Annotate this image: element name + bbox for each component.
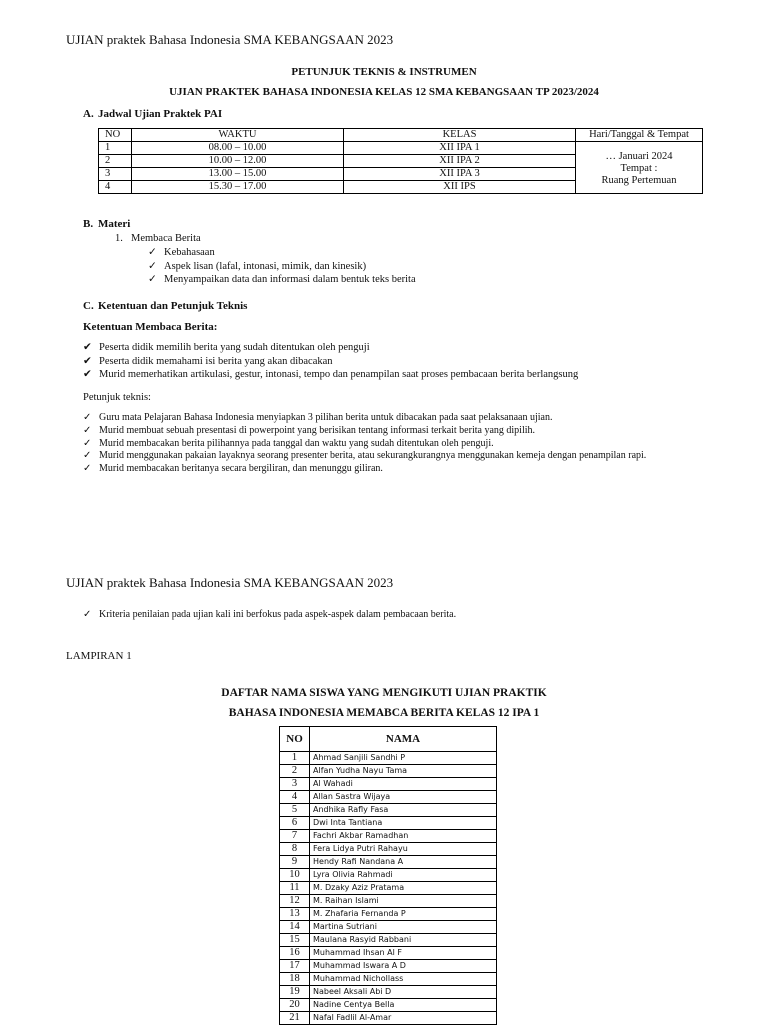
document-subtitle: UJIAN PRAKTEK BAHASA INDONESIA KELAS 12 SMA KEBANGSAAN TP 2023/2024 [169, 86, 599, 98]
schedule-place: Ruang Pertemuan [601, 174, 677, 186]
student-no: 8 [280, 843, 310, 856]
table-row [280, 934, 497, 947]
student-name: Muhammad Nichollass [310, 973, 497, 986]
student-name: Ahmad Sanjili Sandhi P [310, 752, 497, 765]
materi-item [115, 232, 201, 245]
schedule-kelas: XII IPA 2 [344, 155, 576, 168]
schedule-table [98, 128, 703, 194]
student-no: 3 [280, 778, 310, 791]
table-row [280, 895, 497, 908]
section-a-letter: A. [83, 108, 94, 120]
student-no: 12 [280, 895, 310, 908]
table-row [280, 986, 497, 999]
tick-icon: ✓ [148, 274, 157, 285]
student-no: 16 [280, 947, 310, 960]
schedule-header-hari: Hari/Tanggal & Tempat [576, 129, 703, 142]
section-c-letter: C. [83, 300, 94, 312]
schedule-header-row [99, 129, 703, 142]
list-item: ✓ Aspek lisan (lafal, intonasi, mimik, dan kinesik) [148, 260, 367, 272]
student-no: 11 [280, 882, 310, 895]
tick-icon: ✓ [148, 260, 157, 272]
table-row [280, 1012, 497, 1025]
materi-item-number: 1. [115, 233, 123, 244]
student-name: Muhammad Ihsan Al F [310, 947, 497, 960]
schedule-header-no: NO [99, 129, 132, 142]
schedule-waktu: 10.00 – 12.00 [132, 155, 344, 168]
petunjuk-list [83, 412, 646, 476]
section-c-heading [83, 300, 247, 312]
table-row [280, 869, 497, 882]
schedule-kelas: XII IPS [344, 181, 576, 194]
list-title: DAFTAR NAMA SISWA YANG MENGIKUTI UJIAN PRAKTIK [221, 687, 547, 699]
names-header-nama: NAMA [310, 727, 497, 752]
table-row [280, 830, 497, 843]
student-name: Muhammad Iswara A D [310, 960, 497, 973]
table-row [280, 843, 497, 856]
list-item: ✓ Kebahasaan [148, 247, 215, 258]
student-no: 15 [280, 934, 310, 947]
table-row [280, 856, 497, 869]
table-row [280, 882, 497, 895]
student-no: 5 [280, 804, 310, 817]
names-header-row [280, 727, 497, 752]
student-no: 18 [280, 973, 310, 986]
schedule-no: 2 [99, 155, 132, 168]
student-no: 6 [280, 817, 310, 830]
schedule-date-place [576, 142, 703, 194]
section-b-title: Materi [98, 218, 131, 230]
table-row [280, 791, 497, 804]
list-item: ✓ Guru mata Pelajaran Bahasa Indonesia menyiapkan 3 pilihan berita untuk dibacakan pada saat pelaksanaan ujian. [83, 412, 553, 423]
list-item: ✓ Murid membacakan beritanya secara bergiliran, dan menunggu giliran. [83, 463, 383, 475]
page2-header: UJIAN praktek Bahasa Indonesia SMA KEBANGSAAN 2023 [66, 575, 394, 590]
ketentuan-list [83, 341, 578, 382]
list-subtitle: BAHASA INDONESIA MEMABCA BERITA KELAS 12 IPA 1 [228, 707, 540, 719]
list-item: ✓ Murid membacakan berita pilihannya pada tanggal dan waktu yang sudah ditentukan oleh penguji. [83, 437, 494, 449]
student-name: Dwi Inta Tantiana [310, 817, 497, 830]
student-name: Fera Lidya Putri Rahayu [310, 843, 497, 856]
schedule-row [99, 142, 703, 155]
table-row [280, 752, 497, 765]
check-icon: ✔ [83, 369, 92, 380]
tick-icon: ✓ [148, 247, 157, 258]
student-name: Allan Sastra Wijaya [310, 791, 497, 804]
section-c-title: Ketentuan dan Petunjuk Teknis [98, 300, 248, 312]
list-item: ✔ Peserta didik memahami isi berita yang akan dibacakan [83, 355, 333, 367]
schedule-waktu: 08.00 – 10.00 [132, 142, 344, 155]
schedule-no: 3 [99, 168, 132, 181]
table-row [280, 817, 497, 830]
student-no: 17 [280, 960, 310, 973]
schedule-date: … Januari 2024 [605, 150, 673, 162]
student-name: Al Wahadi [310, 778, 497, 791]
table-row [280, 908, 497, 921]
list-item: ✓ Kriteria penilaian pada ujian kali ini berfokus pada aspek-aspek dalam pembacaan berita. [83, 609, 457, 620]
student-no: 19 [280, 986, 310, 999]
tick-icon: ✓ [83, 412, 92, 423]
names-header-no: NO [280, 727, 310, 752]
schedule-waktu: 13.00 – 15.00 [132, 168, 344, 181]
schedule-no: 1 [99, 142, 132, 155]
tick-icon: ✓ [83, 609, 92, 620]
tick-icon: ✓ [83, 437, 92, 449]
section-a-title: Jadwal Ujian Praktek PAI [98, 108, 223, 120]
student-no: 14 [280, 921, 310, 934]
kriteria-list [83, 609, 456, 622]
student-name: M. Zhafaria Fernanda P [310, 908, 497, 921]
tick-icon: ✓ [83, 463, 92, 475]
petunjuk-title: Petunjuk teknis: [83, 392, 151, 403]
page-header: UJIAN praktek Bahasa Indonesia SMA KEBANGSAAN 2023 [66, 32, 394, 47]
materi-subitems [148, 246, 416, 287]
table-row [280, 765, 497, 778]
tick-icon: ✓ [83, 424, 92, 436]
student-name: Alfan Yudha Nayu Tama [310, 765, 497, 778]
list-item: ✓ Menyampaikan data dan informasi dalam bentuk teks berita [148, 274, 416, 285]
lampiran-label: LAMPIRAN 1 [66, 650, 132, 662]
list-item: ✔ Murid memerhatikan artikulasi, gestur, intonasi, tempo dan penampilan saat proses pembacaan berita berlangsung [83, 369, 579, 380]
student-no: 7 [280, 830, 310, 843]
student-name: Martina Sutriani [310, 921, 497, 934]
document-title: PETUNJUK TEKNIS & INSTRUMEN [291, 66, 477, 78]
table-row [280, 999, 497, 1012]
schedule-header-waktu: WAKTU [132, 129, 344, 142]
section-b-heading [83, 218, 130, 230]
student-name: M. Dzaky Aziz Pratama [310, 882, 497, 895]
check-icon: ✔ [83, 355, 92, 367]
student-no: 1 [280, 752, 310, 765]
student-name: Andhika Rafly Fasa [310, 804, 497, 817]
student-name: Fachri Akbar Ramadhan [310, 830, 497, 843]
materi-item-label: Membaca Berita [131, 233, 201, 244]
schedule-waktu: 15.30 – 17.00 [132, 181, 344, 194]
table-row [280, 804, 497, 817]
list-item: ✔ Peserta didik memilih berita yang sudah ditentukan oleh penguji [83, 342, 370, 353]
student-name: Nabeel Aksali Abi D [310, 986, 497, 999]
schedule-header-kelas: KELAS [344, 129, 576, 142]
student-name: Lyra Olivia Rahmadi [310, 869, 497, 882]
schedule-kelas: XII IPA 3 [344, 168, 576, 181]
student-no: 4 [280, 791, 310, 804]
student-name: Hendy Rafi Nandana A [310, 856, 497, 869]
section-b-letter: B. [83, 218, 94, 230]
table-row [280, 960, 497, 973]
student-name: Nafal Fadlil Al-Amar [310, 1012, 497, 1025]
list-item: ✓ Murid menggunakan pakaian layaknya seorang presenter berita, atau sekurangkurangnya menggunakan kemeja dengan penampilan rapi. [83, 450, 647, 462]
schedule-no: 4 [99, 181, 132, 194]
section-a-heading [83, 108, 222, 120]
tick-icon: ✓ [83, 450, 92, 462]
student-name: Maulana Rasyid Rabbani [310, 934, 497, 947]
table-row [280, 921, 497, 934]
student-no: 13 [280, 908, 310, 921]
student-no: 2 [280, 765, 310, 778]
schedule-place-label: Tempat : [620, 162, 658, 174]
student-no: 9 [280, 856, 310, 869]
table-row [280, 973, 497, 986]
table-row [280, 947, 497, 960]
ketentuan-title: Ketentuan Membaca Berita: [83, 321, 218, 333]
table-row [280, 778, 497, 791]
check-icon: ✔ [83, 342, 92, 353]
list-item: ✓ Murid membuat sebuah presentasi di powerpoint yang berisikan tentang informasi terkait berita yang dipilih. [83, 424, 536, 436]
student-name: Nadine Centya Bella [310, 999, 497, 1012]
student-name: M. Raihan Islami [310, 895, 497, 908]
student-no: 20 [280, 999, 310, 1012]
student-names-table [279, 726, 497, 1025]
schedule-kelas: XII IPA 1 [344, 142, 576, 155]
student-no: 21 [280, 1012, 310, 1025]
student-no: 10 [280, 869, 310, 882]
